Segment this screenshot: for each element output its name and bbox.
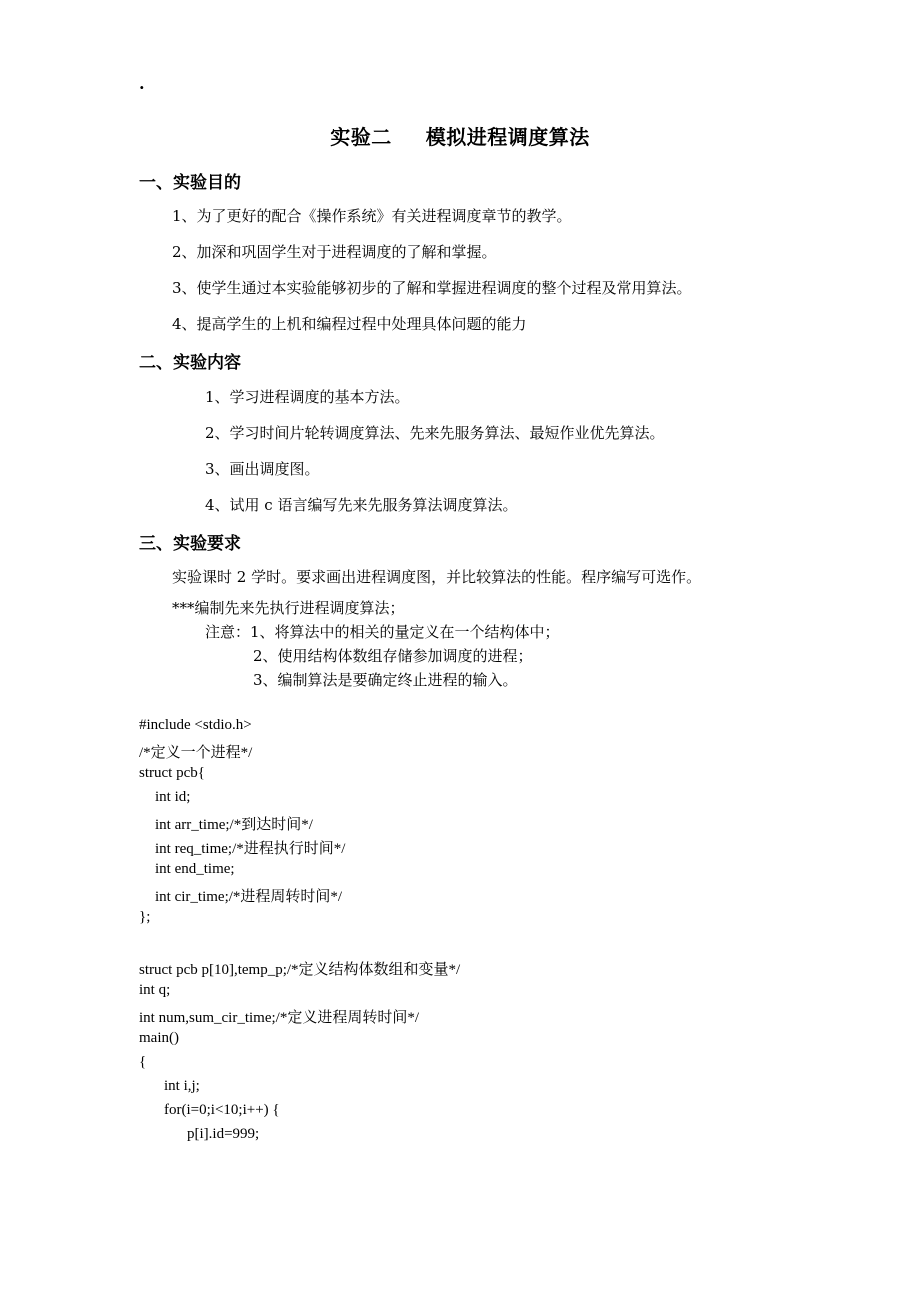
section-1-item: 3、使学生通过本实验能够初步的了解和掌握进程调度的整个过程及常用算法。: [172, 279, 692, 297]
section-3-note: 2、使用结构体数组存储参加调度的进程；: [253, 647, 533, 665]
code-line: int arr_time;/*到达时间*/: [155, 817, 313, 833]
section-3-note: 注意：1、将算法中的相关的量定义在一个结构体中；: [205, 623, 560, 641]
section-2-heading: 二、实验内容: [139, 353, 241, 373]
section-1-heading: 一、实验目的: [139, 173, 241, 193]
section-2-item: 1、学习进程调度的基本方法。: [205, 388, 410, 406]
code-line: p[i].id=999;: [187, 1126, 260, 1142]
section-2-item: 3、画出调度图。: [205, 460, 320, 478]
header-dot: .: [139, 74, 145, 93]
code-line: int id;: [155, 789, 191, 805]
section-2-item: 4、试用 c 语言编写先来先服务算法调度算法。: [205, 496, 518, 514]
code-line: int num,sum_cir_time;/*定义进程周转时间*/: [139, 1010, 419, 1026]
code-line: for(i=0;i<10;i++) {: [164, 1102, 280, 1118]
code-line: int q;: [139, 982, 171, 998]
section-1-item: 4、提高学生的上机和编程过程中处理具体问题的能力: [172, 315, 527, 333]
section-3-heading: 三、实验要求: [139, 534, 241, 554]
section-2-item: 2、学习时间片轮转调度算法、先来先服务算法、最短作业优先算法。: [205, 424, 665, 442]
code-line: };: [139, 909, 151, 925]
title-part-2: 模拟进程调度算法: [425, 125, 590, 149]
code-line: /*定义一个进程*/: [139, 745, 253, 761]
code-line: int end_time;: [155, 861, 235, 877]
section-3-note: 3、编制算法是要确定终止进程的输入。: [253, 671, 518, 689]
code-line: int cir_time;/*进程周转时间*/: [155, 889, 343, 905]
section-3-paragraph: 实验课时 2 学时。要求画出进程调度图，并比较算法的性能。程序编写可选作。: [172, 568, 702, 586]
code-line: int i,j;: [164, 1078, 200, 1094]
code-line: struct pcb p[10],temp_p;/*定义结构体数组和变量*/: [139, 962, 461, 978]
section-1-item: 2、加深和巩固学生对于进程调度的了解和掌握。: [172, 243, 497, 261]
code-line: struct pcb{: [139, 765, 205, 781]
code-line: {: [139, 1054, 147, 1070]
section-1-item: 1、为了更好的配合《操作系统》有关进程调度章节的教学。: [172, 207, 572, 225]
code-line: #include <stdio.h>: [139, 717, 252, 733]
code-line: int req_time;/*进程执行时间*/: [155, 841, 346, 857]
title-part-1: 实验二: [330, 125, 392, 149]
document-title: [0, 121, 920, 150]
code-line: main(): [139, 1030, 179, 1046]
section-3-task: ***编制先来先执行进程调度算法；: [172, 599, 405, 617]
